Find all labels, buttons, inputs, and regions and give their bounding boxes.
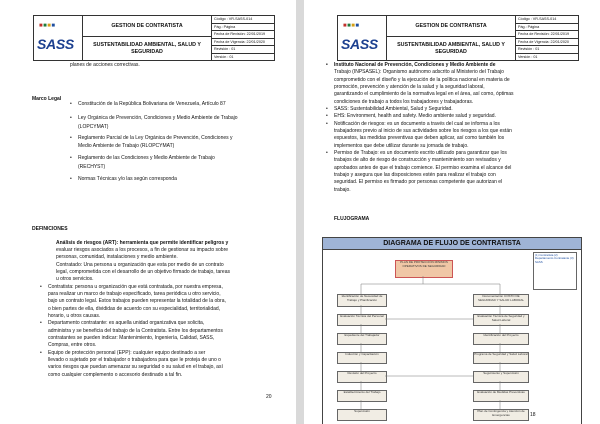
flow-connectors xyxy=(323,238,581,424)
flow-step-right: Evaluación Técnica de Seguridad y Salud Laboral xyxy=(473,314,529,326)
marco-item: • Ley Orgánica de Prevención, Condiciones y Medio Ambiente de Trabajo xyxy=(70,115,238,121)
def-item-departamento: • Departamento contratante: es aquella unidad organizativa que solicita, xyxy=(40,320,205,326)
document-header xyxy=(337,15,579,61)
logo-text: SASS xyxy=(341,36,378,52)
meta-page: Pág.: Página xyxy=(212,24,274,32)
def-item-notificacion: • Notificación de riesgos: es un documento a través del cual se informa a los xyxy=(326,121,500,127)
marco-item-cont: Medio Ambiente de Trabajo (RLOPCYMAT) xyxy=(78,143,175,149)
def-line: implementos que debe utilizar durante su jornada de trabajo. xyxy=(334,143,469,149)
def-line-art: Análisis de riesgos (ART): herramienta que permite identificar peligros y xyxy=(56,240,229,246)
flow-step-left: Inducción y Capacitación xyxy=(337,352,387,364)
meta-page: Pág.: Página xyxy=(516,24,578,32)
sass-logo xyxy=(34,16,83,60)
header-subtitle: SUSTENTABILIDAD AMBIENTAL, SALUD Y SEGURIDAD xyxy=(397,42,505,55)
def-line: condiciones de trabajo a todos los trabajadores y trabajadoras. xyxy=(334,99,474,105)
meta-revision-date: Fecha de Revisión: 22/01/2019 xyxy=(516,31,578,39)
header-subtitle: SUSTENTABILIDAD AMBIENTAL, SALUD Y SEGURIDAD xyxy=(93,42,201,55)
def-line: para realizar un marco de trabajo especificado, tarea periódica u otro servicio, xyxy=(48,291,221,297)
meta-revision-date: Fecha de Revisión: 22/01/2019 xyxy=(212,31,274,39)
marco-item-cont: (LOPCYMAT) xyxy=(78,124,109,130)
def-line: trabajo y asegura que las disposiciones estén para realizar el trabajo con xyxy=(334,172,496,178)
meta-valid-date: Fecha de Vigencia: 22/01/2020 xyxy=(212,39,274,47)
sass-logo xyxy=(338,16,387,60)
meta-valid-date: Fecha de Vigencia: 22/01/2020 xyxy=(516,39,578,47)
def-line: garantizando el cumplimiento de la normativa legal en el área, así como, óptimas xyxy=(334,91,514,97)
meta-revision: Revisión : 01 xyxy=(212,46,274,54)
marco-item: • Reglamento de las Condiciones y Medio Ambiente de Trabajo xyxy=(70,155,215,161)
page-number: 20 xyxy=(266,394,272,400)
flow-step-left: Supervisión xyxy=(337,409,387,421)
def-line: evaluar riesgos asociados a los procesos, a fin de gestionar su impacto sobre xyxy=(56,247,229,253)
marco-item: • Constitución de la República Bolivariana de Venezuela, Artículo 87 xyxy=(70,101,226,107)
flow-step-left: Revisión del Proyecto xyxy=(337,371,387,383)
flow-diagram xyxy=(322,237,582,424)
logo-icon: ■■■■ xyxy=(343,23,360,29)
def-line: Trabajo (INPSASEL): Organismo autónomo adscrito al Ministerio del Trabajo xyxy=(334,69,504,75)
header-title: GESTION DE CONTRATISTA xyxy=(387,16,515,37)
logo-icon: ■■■■ xyxy=(39,23,56,29)
def-line: horario, u otros causas. xyxy=(48,313,101,319)
meta-revision: Revisión : 01 xyxy=(516,46,578,54)
flow-step-right: Seguimiento y Supervisión xyxy=(473,371,529,383)
document-page-right xyxy=(304,0,600,424)
def-line: trabajo. xyxy=(334,187,351,193)
flow-step-left: Expediente del Trabajador xyxy=(337,333,387,345)
def-line: personas, comunidad, instalaciones y medio ambiente. xyxy=(56,254,178,260)
document-page-left xyxy=(0,0,296,424)
header-meta xyxy=(212,16,274,60)
document-header xyxy=(33,15,275,61)
intro-line: planes de acciones correctivas. xyxy=(70,62,140,68)
def-line: u otros servicios. xyxy=(56,276,94,282)
meta-version: Versión : 01 xyxy=(214,54,234,59)
flow-start-box: PLAN DE PROTECCIÓN MINIMOS OPERATIVOS DE SEGURIDAD xyxy=(395,260,453,278)
flow-legend: (1) Contratista (2) Departamento Contratante (3) SASS xyxy=(533,252,577,290)
flow-step-left: Identificación de Necesidad de Trabajo y Planificación xyxy=(337,294,387,307)
meta-code: Código : VR-SASS-014 xyxy=(516,16,578,24)
def-line: Compras, entre otros. xyxy=(48,342,97,348)
def-item-ehs: • EHS: Environment, health and safety. Medio ambiente salud y seguridad. xyxy=(326,113,496,119)
flow-step-right: Identificación del Proyecto xyxy=(473,333,529,345)
def-line: varios riesgos que puedan amenazar su seguridad o su salud en el trabajo, así xyxy=(48,364,223,370)
definiciones-heading: DEFINICIONES xyxy=(32,226,68,232)
def-line-contratado: Contratado: Una persona u organización que esta por medio de un contrato xyxy=(56,262,224,268)
def-line: legal, comprometida con el desarrollo de un objetivo firmado de trabajo, tareas xyxy=(56,269,230,275)
flow-step-right: Evaluación de Medidas Preventivas xyxy=(473,390,529,402)
header-title: GESTION DE CONTRATISTA xyxy=(83,16,211,37)
flow-step-right: Programa de Seguridad y Salud Laboral xyxy=(473,352,529,364)
def-line: trabajadores previo al inicio de sus actividades sobre los riesgos a los que están xyxy=(334,128,512,134)
def-item-epp: • Equipo de protección personal (EPP): cualquier equipo destinado a ser xyxy=(40,350,206,356)
def-line: expuestos, las medidas preventivas que deben aplicar, así como también los xyxy=(334,135,505,141)
def-line: promoción, prevención y atención de la salud y la seguridad laboral, xyxy=(334,84,485,90)
flujograma-heading: FLUJOGRAMA xyxy=(334,216,370,222)
meta-code: Código : VR-SASS-014 xyxy=(212,16,274,24)
def-line: aprobados antes de que el trabajo comience. El permiso examina el alcance del xyxy=(334,165,512,171)
flow-step-left: Evaluación Técnica del Personal xyxy=(337,314,387,326)
flow-step-right: Plan de Contingencia y Atención de Emergencias xyxy=(473,409,529,421)
def-line: comprometido con el diseño y la ejecución de la política nacional en materia de xyxy=(334,77,510,83)
marco-item: • Reglamento Parcial de la Ley Orgánica de Prevención, Condiciones y xyxy=(70,135,233,141)
flow-diagram-title: DIAGRAMA DE FLUJO DE CONTRATISTA xyxy=(323,238,581,250)
marco-item-cont: (RECHYST) xyxy=(78,164,106,170)
header-meta xyxy=(516,16,578,60)
def-item-permiso: • Permiso de Trabajo: es un documento escrito utilizado para garantizar que los xyxy=(326,150,507,156)
def-item-inpsasel: • Instituto Nacional de Prevención, Condiciones y Medio Ambiente de xyxy=(326,62,496,68)
flow-step-right: Documentación COSTO DE SEGURIDAD Y SALUD LABORAL xyxy=(473,294,529,307)
def-item-contratista: • Contratista: persona u organización que está contratada, por nuestra empresa, xyxy=(40,284,223,290)
def-item-sass: • SASS: Sustentabilidad Ambiental, Salud y Seguridad. xyxy=(326,106,453,112)
def-line: administra y se beneficia del trabajo de la Contratista. Entre los departamentos xyxy=(48,328,223,334)
def-line: bajo un contrato legal. Estos trabajos pueden representar la totalidad de la obra, xyxy=(48,298,226,304)
meta-version: Versión : 01 xyxy=(518,54,538,59)
def-line: o bien partes de ella, divididas de acuerdo con su especialidad, territorialidad, xyxy=(48,306,221,312)
page-number: 18 xyxy=(530,412,536,418)
flow-step-left: Establecimiento del Trabajo xyxy=(337,390,387,402)
def-line: seguridad. El permiso es firmado por personas competente que autorizan el xyxy=(334,179,503,185)
marco-item: • Normas Técnicas y/o las según corresponda xyxy=(70,176,177,182)
marco-legal-heading: Marco Legal xyxy=(32,96,62,102)
def-line: como cualquier complemento o accesorio destinado a tal fin. xyxy=(48,372,183,378)
logo-text: SASS xyxy=(37,36,74,52)
def-line: contratantes se pueden indicar: Mantenimiento, Ingeniería, Calidad, SASS, xyxy=(48,335,215,341)
def-line: trabajos de alto de riesgo de construcción y mantenimiento son revisados y xyxy=(334,157,501,163)
def-line: llevado o sujetado por el trabajador o trabajadora para que le proteja de uno o xyxy=(48,357,221,363)
